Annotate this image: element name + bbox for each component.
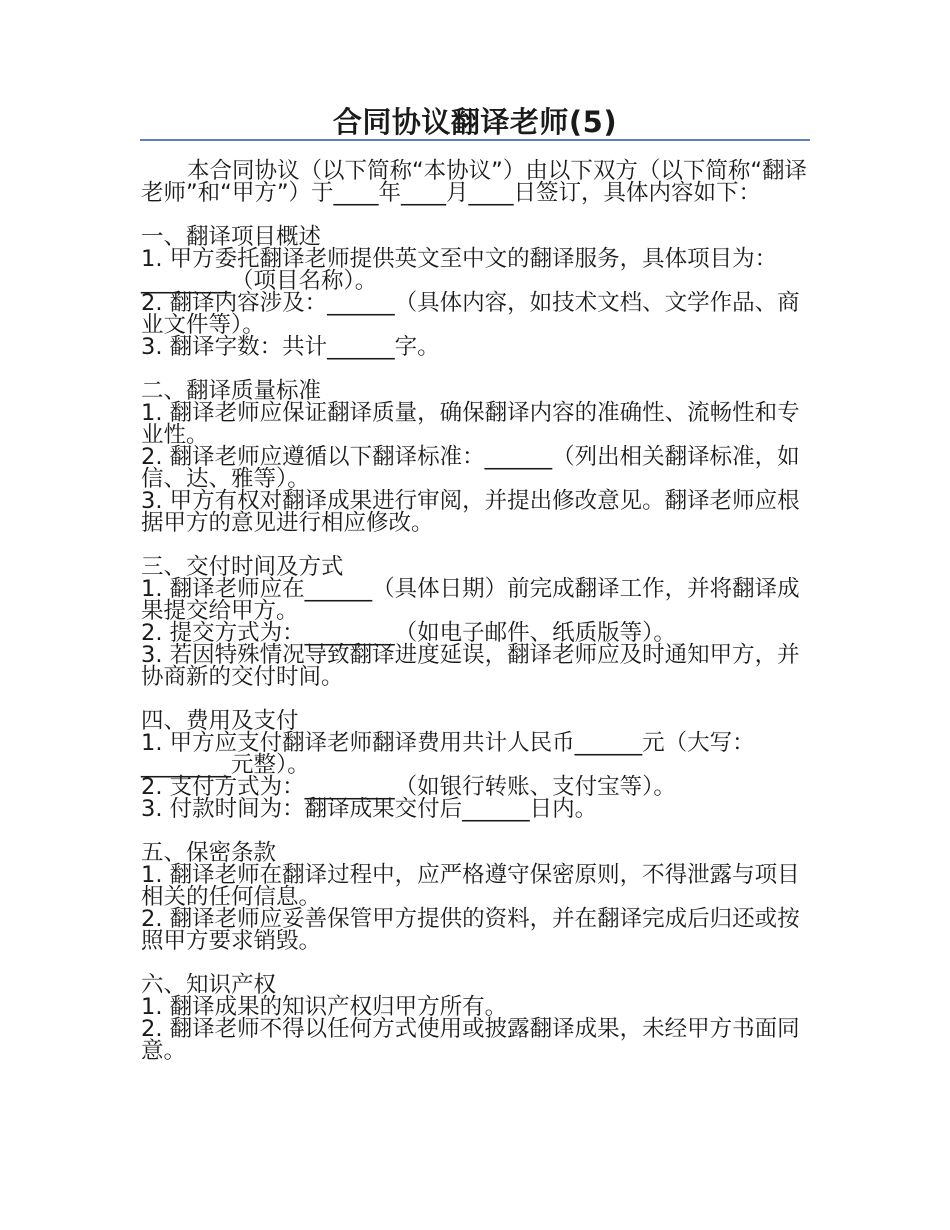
clause: 2. 翻译老师应妥善保管甲方提供的资料，并在翻译完成后归还或按照甲方要求销毁。 [141, 906, 800, 954]
clause: 1. 翻译成果的知识产权归甲方所有。 [141, 994, 508, 1020]
clause: 3. 若因特殊情况导致翻译进度延误，翻译老师应及时通知甲方，并协商新的交付时间。 [141, 642, 800, 690]
section-confidentiality [141, 842, 809, 952]
section-heading: 五、保密条款 [141, 840, 277, 866]
clause: 2. 提交方式为：________（如电子邮件、纸质版等）。 [141, 620, 676, 646]
clause: 1. 翻译老师在翻译过程中，应严格遵守保密原则，不得泄露与项目相关的任何信息。 [141, 862, 800, 910]
title-underline [140, 139, 810, 141]
clause: 3. 付款时间为：翻译成果交付后______日内。 [141, 796, 598, 822]
clause: 2. 支付方式为：________（如银行转账、支付宝等）。 [141, 774, 676, 800]
intro-paragraph: 本合同协议（以下简称“本协议”）由以下双方（以下简称“翻译老师”和“甲方”）于____年____月____日签订，具体内容如下： [141, 158, 807, 206]
clause: 2. 翻译老师不得以任何方式使用或披露翻译成果，未经甲方书面同意。 [141, 1016, 800, 1064]
section-delivery [141, 556, 809, 688]
section-heading: 一、翻译项目概述 [141, 224, 322, 250]
section-heading: 二、翻译质量标准 [141, 378, 322, 404]
section-quality-standards [141, 380, 809, 534]
clause: 1. 翻译老师应在______（具体日期）前完成翻译工作，并将翻译成果提交给甲方。 [141, 576, 800, 624]
clause: 1. 翻译老师应保证翻译质量，确保翻译内容的准确性、流畅性和专业性。 [141, 400, 800, 448]
clause: 1. 甲方应支付翻译老师翻译费用共计人民币______元（大写：________元整）。 [141, 730, 755, 778]
clause: 2. 翻译老师应遵循以下翻译标准：______（列出相关翻译标准，如信、达、雅等）。 [141, 444, 800, 492]
clause: 3. 翻译字数：共计______字。 [141, 334, 440, 360]
section-project-overview [141, 226, 809, 358]
section-heading: 三、交付时间及方式 [141, 554, 344, 580]
clause: 2. 翻译内容涉及：______（具体内容，如技术文档、文学作品、商业文件等）。 [141, 290, 800, 338]
clause: 3. 甲方有权对翻译成果进行审阅，并提出修改意见。翻译老师应根据甲方的意见进行相应修改。 [141, 488, 800, 536]
document-title: 合同协议翻译老师(5) [332, 105, 618, 139]
document-body [141, 160, 809, 1062]
section-heading: 六、知识产权 [141, 972, 277, 998]
clause: 1. 甲方委托翻译老师提供英文至中文的翻译服务，具体项目为：________（项目名称）。 [141, 246, 778, 294]
section-intellectual-property [141, 974, 809, 1062]
section-heading: 四、费用及支付 [141, 708, 299, 734]
section-payment [141, 710, 809, 820]
